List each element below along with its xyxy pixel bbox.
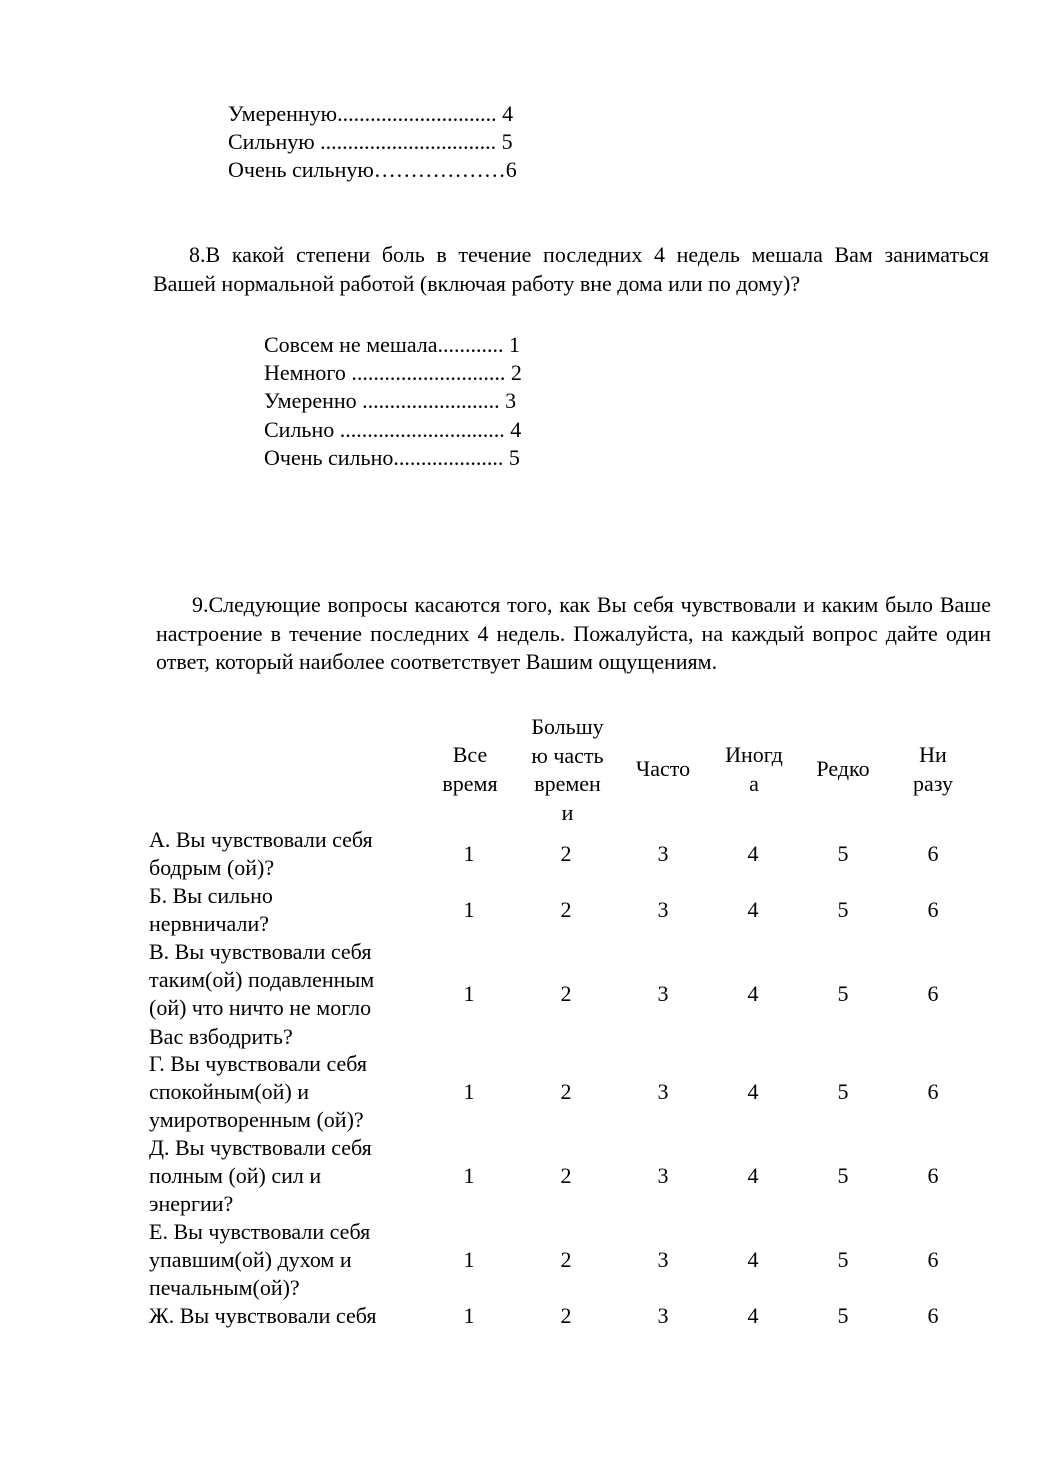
answer-cell[interactable]: 2 <box>560 897 572 922</box>
option-label: Совсем не мешала <box>264 332 438 357</box>
answer-cell[interactable]: 5 <box>837 1079 849 1104</box>
option-label: Немного <box>264 360 352 385</box>
answer-cell[interactable]: 4 <box>747 841 759 866</box>
answer-cell[interactable]: 3 <box>657 841 669 866</box>
answer-cell[interactable]: 1 <box>463 1163 475 1188</box>
question-line: бодрым (ой)? <box>149 855 275 881</box>
answer-cell[interactable]: 2 <box>560 1163 572 1188</box>
answer-cell[interactable]: 5 <box>837 981 849 1006</box>
header-line: Иногд <box>725 742 783 767</box>
answer-cell[interactable]: 5 <box>837 841 849 866</box>
q7-option-1 <box>228 100 513 129</box>
option-dots: ............................ <box>351 360 506 385</box>
table-row-question-c <box>149 938 419 1051</box>
option-label: Сильно <box>264 417 340 442</box>
header-line: время <box>442 770 498 796</box>
answer-cell[interactable]: 3 <box>657 1079 669 1104</box>
answer-cell[interactable]: 6 <box>927 1163 939 1188</box>
question-line: Г. Вы чувствовали себя <box>149 1051 368 1076</box>
option-dots: ................................ <box>320 129 497 154</box>
answer-cell[interactable]: 3 <box>657 1247 669 1272</box>
answer-cell[interactable]: 4 <box>747 1247 759 1272</box>
option-label: Очень сильную <box>228 157 374 182</box>
header-line: и <box>561 799 574 825</box>
question-line: А. Вы чувствовали себя <box>149 827 373 852</box>
table-row-question-g <box>149 1302 419 1330</box>
header-line: Все <box>452 742 488 767</box>
header-line: Ни <box>919 742 947 767</box>
answer-cell[interactable]: 6 <box>927 1247 939 1272</box>
answer-cell[interactable]: 4 <box>747 897 759 922</box>
column-header-never <box>893 741 973 798</box>
answer-cell[interactable]: 2 <box>560 981 572 1006</box>
answer-cell[interactable]: 4 <box>747 1079 759 1104</box>
answer-cell[interactable]: 6 <box>927 981 939 1006</box>
question-line: Д. Вы чувствовали себя <box>149 1135 372 1160</box>
question-line: умиротворенным (ой)? <box>149 1107 364 1133</box>
header-line: Большу <box>531 714 604 739</box>
question-line: (ой) что ничто не могло <box>149 995 372 1021</box>
answer-cell[interactable]: 1 <box>463 1247 475 1272</box>
answer-cell[interactable]: 2 <box>560 1079 572 1104</box>
answer-cell[interactable]: 2 <box>560 1303 572 1328</box>
question-line: таким(ой) подавленным <box>149 967 375 993</box>
answer-cell[interactable]: 2 <box>560 1247 572 1272</box>
answer-cell[interactable]: 6 <box>927 897 939 922</box>
question-line: Ж. Вы чувствовали себя <box>149 1303 377 1328</box>
table-row-question-a <box>149 826 419 882</box>
header-line: а <box>749 770 759 796</box>
answer-cell[interactable]: 4 <box>747 981 759 1006</box>
option-code: 2 <box>510 360 522 385</box>
q9-question-text: 9.Следующие вопросы касаются того, как Вы себя чувствовали и каким было Ваше настроение в течение последних 4 недель. Пожалуйста, на каждый вопрос дайте один ответ, который наиболее соответствует Вашим ощущениям. <box>156 592 991 674</box>
question-line: полным (ой) сил и <box>149 1163 322 1189</box>
answer-cell[interactable]: 6 <box>927 1303 939 1328</box>
question-line: нервничали? <box>149 911 270 937</box>
answer-cell[interactable]: 1 <box>463 1303 475 1328</box>
question-line: упавшим(ой) духом и <box>149 1247 352 1273</box>
q8-option-3 <box>264 387 516 416</box>
answer-cell[interactable]: 3 <box>657 897 669 922</box>
answer-cell[interactable]: 3 <box>657 981 669 1006</box>
option-label: Умеренно <box>264 388 363 413</box>
question-line: Е. Вы чувствовали себя <box>149 1219 371 1244</box>
header-line: времен <box>534 771 601 796</box>
answer-cell[interactable]: 5 <box>837 1303 849 1328</box>
question-line: Вас взбодрить? <box>149 1023 293 1049</box>
question-line: Б. Вы сильно <box>149 883 273 908</box>
q7-option-2 <box>228 128 513 157</box>
question-line: энергии? <box>149 1191 234 1217</box>
answer-cell[interactable]: 1 <box>463 897 475 922</box>
answer-cell[interactable]: 5 <box>837 1247 849 1272</box>
answer-cell[interactable]: 4 <box>747 1303 759 1328</box>
option-label: Умеренную <box>228 101 338 126</box>
column-header-all-time <box>430 741 510 798</box>
answer-cell[interactable]: 6 <box>927 841 939 866</box>
q8-option-2 <box>264 359 522 388</box>
option-code: 5 <box>508 445 520 470</box>
table-row-question-d <box>149 1050 419 1135</box>
q8-option-5 <box>264 444 520 473</box>
q8-option-1 <box>264 331 520 360</box>
answer-cell[interactable]: 5 <box>837 1163 849 1188</box>
option-code: 4 <box>510 417 522 442</box>
question-line: печальным(ой)? <box>149 1275 300 1301</box>
q8-option-4 <box>264 416 521 445</box>
q7-option-3 <box>228 156 517 185</box>
option-label: Очень сильно <box>264 445 394 470</box>
option-dots: ............................. <box>337 101 497 126</box>
answer-cell[interactable]: 3 <box>657 1303 669 1328</box>
option-label: Сильную <box>228 129 321 154</box>
answer-cell[interactable]: 2 <box>560 841 572 866</box>
q8-question-text: 8.В какой степени боль в течение последних 4 недель мешала Вам заниматься Вашей нормальной работой (включая работу вне дома или по дому)? <box>153 242 989 296</box>
header-line: разу <box>913 770 953 796</box>
answer-cell[interactable]: 1 <box>463 981 475 1006</box>
table-row-question-b <box>149 882 419 938</box>
answer-cell[interactable]: 1 <box>463 841 475 866</box>
question-line: спокойным(ой) и <box>149 1079 310 1105</box>
answer-cell[interactable]: 5 <box>837 897 849 922</box>
option-code: 1 <box>509 332 521 357</box>
option-code: 3 <box>505 388 517 413</box>
answer-cell[interactable]: 4 <box>747 1163 759 1188</box>
option-dots: ......................... <box>362 388 500 413</box>
column-header-sometimes <box>712 741 796 798</box>
column-header-often <box>623 755 703 784</box>
option-dots: .................... <box>393 445 504 470</box>
option-code: 4 <box>502 101 514 126</box>
option-dots: ……………… <box>373 157 506 182</box>
header-line: ю часть <box>531 742 604 768</box>
table-row-question-f <box>149 1218 419 1303</box>
table-row-question-e <box>149 1134 419 1219</box>
question-line: В. Вы чувствовали себя <box>149 939 372 964</box>
header-line: Часто <box>635 756 691 781</box>
answer-cell[interactable]: 3 <box>657 1163 669 1188</box>
option-code: 6 <box>505 157 517 182</box>
column-header-most-time <box>520 713 615 827</box>
option-dots: ............ <box>437 332 504 357</box>
option-dots: .............................. <box>339 417 505 442</box>
answer-cell[interactable]: 1 <box>463 1079 475 1104</box>
option-code: 5 <box>501 129 513 154</box>
answer-cell[interactable]: 6 <box>927 1079 939 1104</box>
header-line: Редко <box>816 756 870 781</box>
column-header-rarely <box>803 755 883 784</box>
